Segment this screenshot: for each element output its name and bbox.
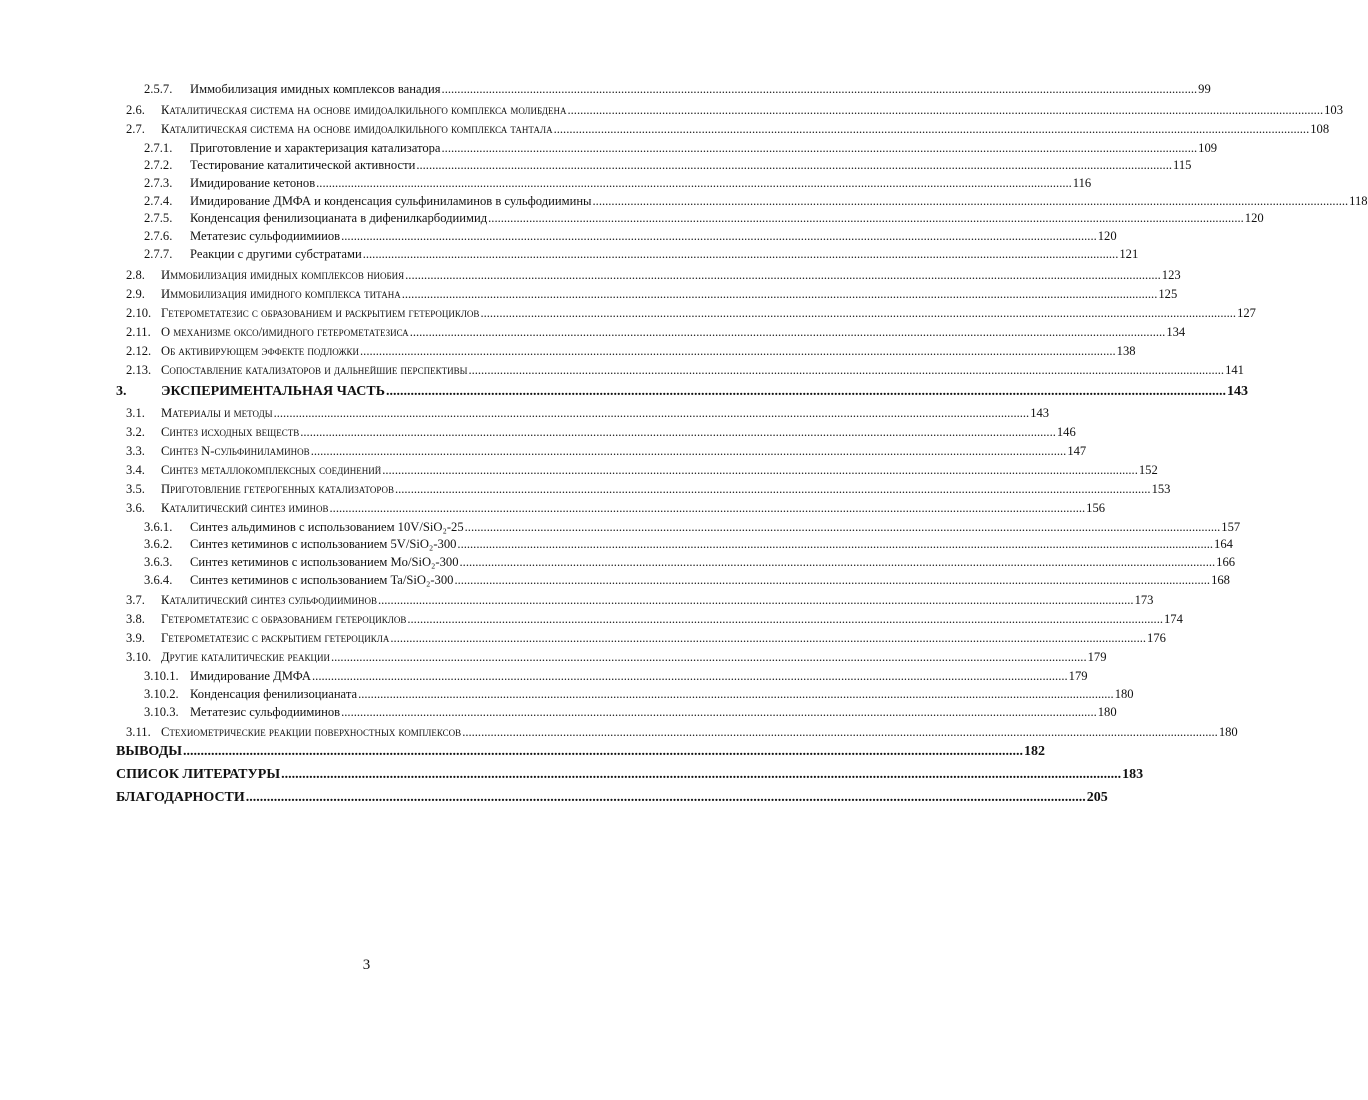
- dot-leader: [360, 344, 1116, 359]
- toc-entry[interactable]: [116, 593, 1154, 612]
- toc-entry[interactable]: [116, 286, 1178, 306]
- toc-entry-number: 2.8.: [126, 267, 145, 282]
- toc-entry-title: Каталитическая система на основе имидоалкильного комплекса молибдена: [161, 102, 567, 117]
- toc-entry-number: 2.11.: [126, 324, 151, 339]
- toc-entry-title: Стехиометрические реакции поверхностных комплексов: [161, 725, 462, 740]
- dot-leader: [460, 555, 1216, 570]
- toc-entry[interactable]: [116, 612, 1183, 631]
- toc-entry-title: Синтез металлокомплексных соединений: [161, 462, 382, 477]
- toc-entry-page: 182: [1024, 744, 1045, 760]
- toc-entry-title: Каталитический синтез сульфодииминов: [161, 593, 377, 608]
- toc-entry-number: 3.10.3.: [144, 704, 179, 719]
- dot-leader: [274, 406, 1030, 421]
- toc-entry-number: 2.7.: [126, 121, 145, 136]
- toc-entry-title: Иммобилизация имидных комплексов ванадия: [190, 82, 441, 96]
- toc-entry-page: 109: [1198, 140, 1218, 155]
- dot-leader: [462, 725, 1218, 740]
- dot-leader: [281, 767, 1121, 783]
- toc-entry-number: 3.5.: [126, 481, 145, 496]
- toc-entry[interactable]: [116, 790, 1108, 813]
- toc-entry[interactable]: [116, 704, 1117, 723]
- toc-entry-number: 2.7.5.: [144, 211, 173, 226]
- toc-entry-page: 183: [1122, 767, 1144, 783]
- dot-leader: [382, 463, 1138, 478]
- dot-leader: [183, 744, 1023, 760]
- toc-entry-title: СПИСОК ЛИТЕРАТУРЫ: [116, 767, 281, 783]
- toc-entry-title: Синтез исходных веществ: [161, 424, 300, 439]
- toc-entry-number: 3.6.4.: [144, 572, 173, 587]
- dot-leader: [331, 650, 1087, 665]
- toc-entry-title: Иммобилизация имидных комплексов ниобия: [161, 267, 405, 282]
- dot-leader: [312, 669, 1068, 684]
- toc-entry-page: 174: [1164, 612, 1183, 627]
- toc-entry-page: 143: [1030, 405, 1050, 420]
- toc-entry-page: 153: [1151, 481, 1171, 496]
- toc-entry-page: 180: [1218, 725, 1238, 740]
- toc-entry[interactable]: [116, 158, 1192, 176]
- toc-entry[interactable]: [116, 246, 1139, 265]
- toc-entry-title: Синтез кетиминов с использованием Ta/SiO₂-300: [190, 572, 454, 587]
- toc-entry-title: Тестирование каталитической активности: [190, 158, 416, 173]
- toc-entry-number: 3.10.: [126, 650, 152, 665]
- toc-entry-title: Имидирование ДМФА и конденсация сульфиниламинов в сульфодиимины: [190, 193, 592, 208]
- toc-entry[interactable]: [116, 362, 1244, 382]
- toc-entry-number: 2.6.: [126, 102, 145, 117]
- toc-entry-number: 3.4.: [126, 462, 145, 477]
- toc-entry-page: 166: [1216, 554, 1236, 569]
- toc-entry[interactable]: [116, 305, 1256, 325]
- toc-entry[interactable]: [116, 140, 1218, 159]
- toc-entry[interactable]: [116, 405, 1050, 425]
- toc-entry-page: 120: [1097, 229, 1117, 244]
- toc-entry-page: 125: [1158, 286, 1178, 301]
- dot-leader: [390, 631, 1146, 646]
- toc-entry-title: Конденсация фенилизоцианата: [190, 686, 358, 701]
- toc-entry-page: 180: [1097, 704, 1117, 719]
- toc-entry[interactable]: [116, 121, 1330, 141]
- toc-entry-number: 3.1.: [126, 405, 145, 420]
- dot-leader: [330, 501, 1086, 516]
- toc-entry-number: 2.7.1.: [144, 140, 173, 155]
- toc-entry-title: Синтез альдиминов с использованием 10V/SiO₂-25: [190, 519, 464, 534]
- toc-entry-title: ВЫВОДЫ: [116, 744, 182, 760]
- dot-leader: [402, 287, 1158, 302]
- toc-entry-number: 2.13.: [126, 362, 152, 377]
- toc-entry-page: 134: [1166, 324, 1186, 339]
- dot-leader: [405, 268, 1161, 283]
- toc-entry-number: 3.11.: [126, 725, 151, 740]
- toc-entry[interactable]: [116, 744, 1045, 767]
- dot-leader: [454, 573, 1210, 588]
- dot-leader: [457, 537, 1213, 552]
- toc-entry-number: 3.: [116, 383, 127, 399]
- toc-entry-title: Каталитическая система на основе имидоалкильного комплекса тантала: [161, 121, 553, 136]
- toc-entry-number: 2.9.: [126, 286, 145, 301]
- toc-entry-number: 3.6.3.: [144, 554, 173, 569]
- toc-entry-title: Материалы и методы: [161, 405, 273, 420]
- toc-entry-title: Гетерометатезис с образованием и раскрытием гетероциклов: [161, 305, 480, 320]
- toc-entry[interactable]: [116, 669, 1088, 687]
- toc-entry[interactable]: [116, 193, 1368, 212]
- toc-entry[interactable]: [116, 383, 1248, 406]
- toc-entry-page: 99: [1198, 82, 1211, 96]
- toc-entry-number: 2.7.6.: [144, 229, 173, 244]
- toc-entry-number: 3.9.: [126, 631, 145, 646]
- toc-entry-number: 2.7.2.: [144, 158, 173, 173]
- dot-leader: [378, 593, 1134, 608]
- toc-entry[interactable]: [116, 767, 1144, 790]
- dot-leader: [316, 176, 1072, 191]
- toc-entry-title: Синтез кетиминов с использованием 5V/SiO₂-300: [190, 537, 457, 552]
- toc-entry-title: Приготовление гетерогенных катализаторов: [161, 481, 394, 496]
- page-number: 3: [362, 957, 371, 973]
- dot-leader: [300, 425, 1056, 440]
- toc-entry[interactable]: [116, 554, 1236, 573]
- toc-entry-title: Метатезис сульфодиимииов: [190, 229, 341, 244]
- toc-entry[interactable]: [116, 500, 1106, 520]
- toc-entry[interactable]: [116, 725, 1238, 744]
- toc-entry-page: 121: [1119, 246, 1139, 261]
- toc-entry-title: Метатезис сульфодииминов: [190, 704, 341, 719]
- toc-entry-number: 2.12.: [126, 343, 152, 358]
- dot-leader: [363, 247, 1119, 262]
- toc-entry-page: 156: [1086, 500, 1106, 515]
- toc-entry[interactable]: [116, 650, 1107, 669]
- toc-entry-title: Каталитический синтез иминов: [161, 500, 329, 515]
- toc-entry-page: 143: [1226, 383, 1248, 399]
- dot-leader: [593, 194, 1349, 209]
- toc-entry-page: 173: [1134, 593, 1154, 608]
- toc-entry-number: 3.6.1.: [144, 519, 173, 534]
- dot-leader: [554, 122, 1310, 137]
- toc-entry-page: 120: [1244, 211, 1264, 226]
- toc-entry-page: 118: [1349, 193, 1368, 208]
- dot-leader: [395, 482, 1151, 497]
- toc-entry-page: 127: [1237, 305, 1256, 320]
- toc-entry[interactable]: [116, 211, 1264, 229]
- toc-entry[interactable]: [116, 462, 1158, 482]
- toc-entry[interactable]: [116, 176, 1092, 194]
- toc-entry-page: 108: [1310, 121, 1330, 136]
- toc-entry-page: 157: [1221, 519, 1241, 534]
- dot-leader: [410, 325, 1166, 340]
- dot-leader: [358, 687, 1114, 702]
- toc-entry[interactable]: [116, 424, 1076, 444]
- dot-leader: [311, 444, 1067, 459]
- toc-entry-title: Приготовление и характеризация катализатора: [190, 140, 441, 155]
- toc-entry-page: 179: [1087, 650, 1107, 665]
- toc-entry-number: 2.7.3.: [144, 176, 173, 191]
- toc-entry-page: 103: [1324, 102, 1344, 117]
- toc-entry-title: Сопоставление катализаторов и дальнейшие перспективы: [161, 362, 468, 377]
- toc-entry[interactable]: [116, 82, 1211, 100]
- toc-entry[interactable]: [116, 343, 1136, 363]
- toc-entry-number: 3.10.1.: [144, 669, 179, 684]
- toc-entry-title: БЛАГОДАРНОСТИ: [116, 790, 245, 806]
- toc-entry-title: Синтез кетиминов с использованием Mo/SiO₂-300: [190, 554, 459, 569]
- toc-entry[interactable]: [116, 631, 1166, 650]
- toc-entry-title: Гетерометатезис с образованием гетероциклов: [161, 612, 407, 627]
- toc-entry-number: 2.10.: [126, 305, 152, 320]
- toc-entry[interactable]: [116, 229, 1117, 247]
- toc-entry-title: Иммобилизация имидного комплекса титана: [161, 286, 401, 301]
- toc-entry-page: 180: [1114, 686, 1134, 701]
- toc-entry[interactable]: [116, 267, 1181, 287]
- toc-entry-title: О механизме оксо/имидного гетерометатезиса: [161, 324, 409, 339]
- toc-entry-number: 3.6.: [126, 500, 145, 515]
- toc-entry-number: 2.7.7.: [144, 246, 173, 261]
- toc-entry-title: Реакции с другими субстратами: [190, 246, 362, 261]
- toc-entry-number: 3.3.: [126, 443, 145, 458]
- dot-leader: [568, 103, 1324, 118]
- toc-entry-page: 152: [1138, 462, 1158, 477]
- toc-entry[interactable]: [116, 443, 1087, 463]
- toc-entry-number: 3.8.: [126, 612, 145, 627]
- dot-leader: [468, 363, 1224, 378]
- dot-leader: [246, 790, 1086, 806]
- toc-entry[interactable]: [116, 519, 1241, 538]
- toc-entry-title: Другие каталитические реакции: [161, 650, 330, 665]
- toc-entry-page: 141: [1225, 362, 1244, 377]
- table-of-contents: [116, 82, 1368, 813]
- toc-entry-page: 147: [1067, 443, 1087, 458]
- toc-entry-title: Имидирование кетонов: [190, 176, 316, 191]
- toc-entry-number: 2.7.4.: [144, 193, 173, 208]
- toc-entry-title: Имидирование ДМФА: [190, 669, 312, 684]
- toc-entry[interactable]: [116, 537, 1233, 555]
- toc-entry-number: 2.5.7.: [144, 82, 173, 96]
- dot-leader: [488, 211, 1244, 226]
- toc-entry[interactable]: [116, 686, 1134, 705]
- toc-entry-page: 205: [1086, 790, 1108, 806]
- toc-entry[interactable]: [116, 324, 1186, 344]
- toc-entry-title: Гетерометатезис с раскрытием гетероцикла: [161, 631, 390, 646]
- dot-leader: [386, 384, 1226, 400]
- dot-leader: [442, 141, 1198, 156]
- toc-entry-number: 3.6.2.: [144, 537, 173, 552]
- toc-entry[interactable]: [116, 572, 1230, 591]
- toc-entry-title: ЭКСПЕРИМЕНТАЛЬНАЯ ЧАСТЬ: [161, 383, 385, 399]
- toc-entry-number: 3.2.: [126, 424, 145, 439]
- toc-entry-page: 123: [1161, 267, 1181, 282]
- toc-entry-page: 179: [1068, 669, 1088, 684]
- dot-leader: [407, 612, 1163, 627]
- toc-entry-title: Синтез N-сульфиниламинов: [161, 443, 310, 458]
- toc-entry-page: 168: [1211, 572, 1230, 587]
- toc-entry-number: 3.10.2.: [144, 686, 179, 701]
- toc-entry-title: Конденсация фенилизоцианата в дифенилкарбодиимид: [190, 211, 488, 226]
- toc-entry-page: 176: [1147, 631, 1166, 646]
- toc-entry-page: 116: [1072, 176, 1092, 191]
- toc-entry[interactable]: [116, 102, 1344, 122]
- toc-entry-page: 115: [1172, 158, 1192, 173]
- toc-entry-page: 146: [1056, 424, 1076, 439]
- dot-leader: [341, 229, 1097, 244]
- toc-entry-number: 3.7.: [126, 593, 145, 608]
- toc-entry-page: 164: [1214, 537, 1233, 552]
- dot-leader: [442, 82, 1198, 97]
- toc-entry-page: 138: [1116, 343, 1136, 358]
- dot-leader: [416, 158, 1172, 173]
- toc-entry-title: Об активирующем эффекте подложки: [161, 343, 360, 358]
- dot-leader: [465, 520, 1221, 535]
- dot-leader: [341, 705, 1097, 720]
- toc-entry[interactable]: [116, 481, 1171, 501]
- dot-leader: [480, 306, 1236, 321]
